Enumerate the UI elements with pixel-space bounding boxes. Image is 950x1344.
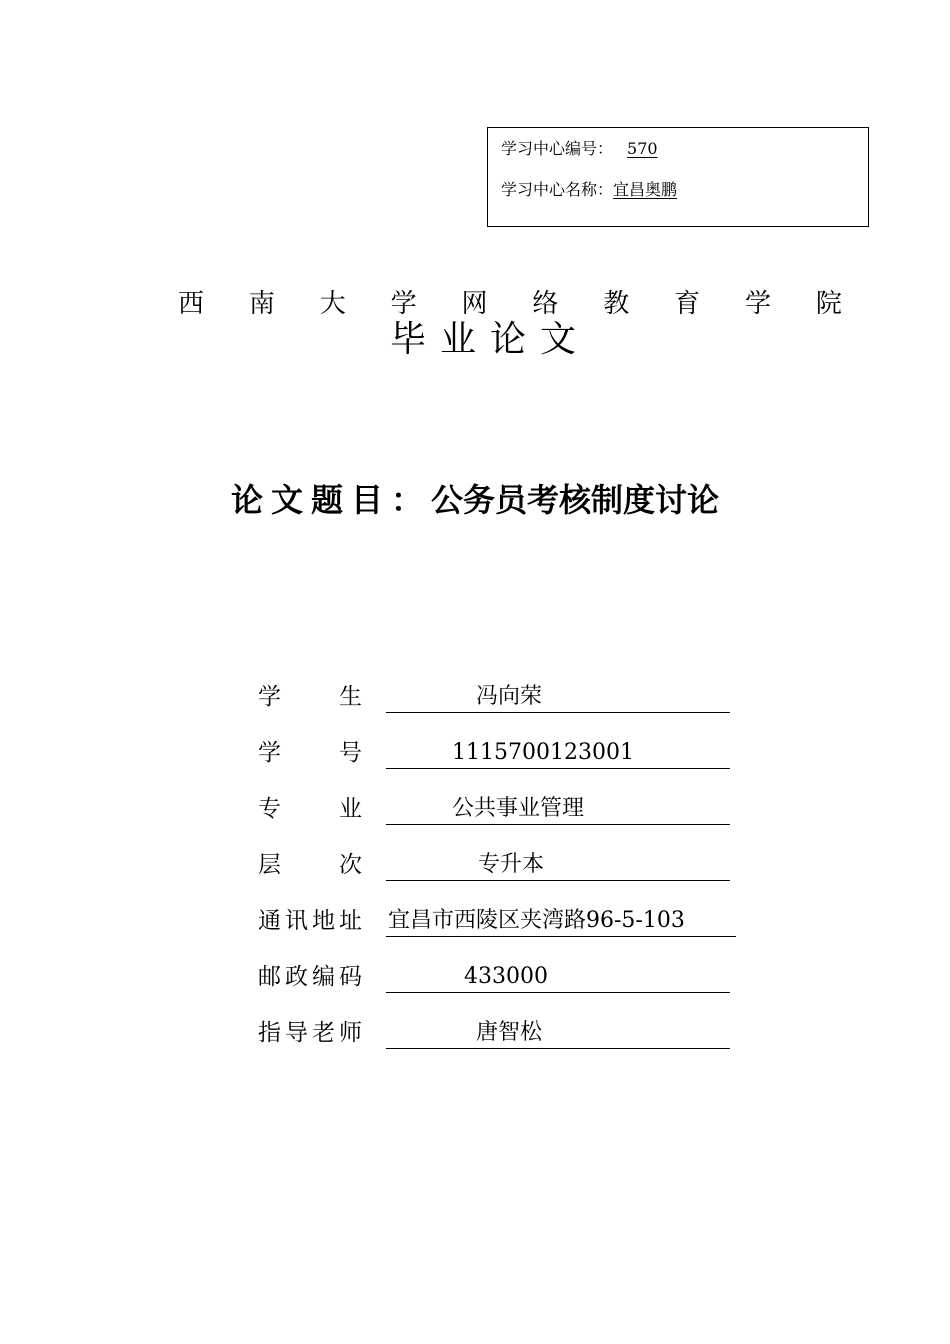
info-field-label (258, 848, 362, 882)
info-field-value: 专升本 (386, 848, 730, 881)
school-name-char: 网 (461, 289, 488, 319)
info-field-label (258, 960, 362, 994)
school-name-char: 络 (532, 289, 559, 319)
info-field-label (258, 1016, 362, 1050)
school-name-char: 育 (674, 289, 701, 319)
center-name-value: 宜昌奥鹏 (613, 180, 678, 199)
thesis-title: 公务员考核制度讨论 (431, 481, 720, 519)
info-field-label-char: 老 (312, 1020, 335, 1046)
school-name-char: 学 (390, 289, 417, 319)
center-code-label: 学习中心编号： (501, 139, 614, 158)
learning-center-box (487, 127, 869, 227)
school-name-char: 教 (603, 289, 630, 319)
info-field-label-char: 学 (258, 740, 281, 766)
info-field-label-char: 通 (258, 908, 281, 934)
info-field-label-char: 学 (258, 684, 281, 710)
center-code-value: 570 (627, 139, 658, 158)
thesis-title-label: 论文题目： (230, 481, 431, 519)
info-field-label-char: 编 (312, 964, 335, 990)
info-field-label-char: 导 (285, 1020, 308, 1046)
info-field-label-char: 师 (339, 1020, 362, 1046)
info-field-value: 宜昌市西陵区夹湾路96-5-103 (386, 904, 736, 937)
info-field-value: 公共事业管理 (386, 792, 730, 825)
school-name-char: 南 (248, 289, 275, 319)
info-field-label (258, 792, 362, 826)
info-field-label-char: 讯 (285, 908, 308, 934)
info-field-value: 唐智松 (386, 1016, 730, 1049)
info-field-value: 冯向荣 (386, 680, 730, 713)
info-field-label-char: 邮 (258, 964, 281, 990)
info-field-label-char: 址 (339, 908, 362, 934)
school-name-char: 西 (178, 289, 205, 319)
info-field-label-char: 政 (285, 964, 308, 990)
school-name-char: 院 (815, 289, 842, 319)
info-field-value: 433000 (386, 960, 730, 993)
thesis-title-line (0, 478, 950, 522)
info-field-label-char: 指 (258, 1020, 281, 1046)
info-field-label-char: 专 (258, 796, 281, 822)
info-field-label-char: 次 (339, 852, 362, 878)
center-name-label: 学习中心名称： (501, 180, 614, 199)
center-code-row (501, 136, 662, 159)
info-field-label-char: 号 (339, 740, 362, 766)
school-name-char: 大 (319, 289, 346, 319)
info-field-label-char: 码 (339, 964, 362, 990)
info-field-label-char: 地 (312, 908, 335, 934)
info-field-label (258, 736, 362, 770)
info-field-value: 1115700123001 (386, 736, 730, 769)
info-field-label (258, 904, 362, 938)
school-name (178, 286, 842, 322)
info-field-label-char: 层 (258, 852, 281, 878)
info-field-label-char: 生 (339, 684, 362, 710)
info-field-label (258, 680, 362, 714)
document-type-title: 毕业论文 (389, 319, 590, 360)
center-name-row (501, 177, 677, 200)
info-field-label-char: 业 (339, 796, 362, 822)
school-name-char: 学 (745, 289, 772, 319)
